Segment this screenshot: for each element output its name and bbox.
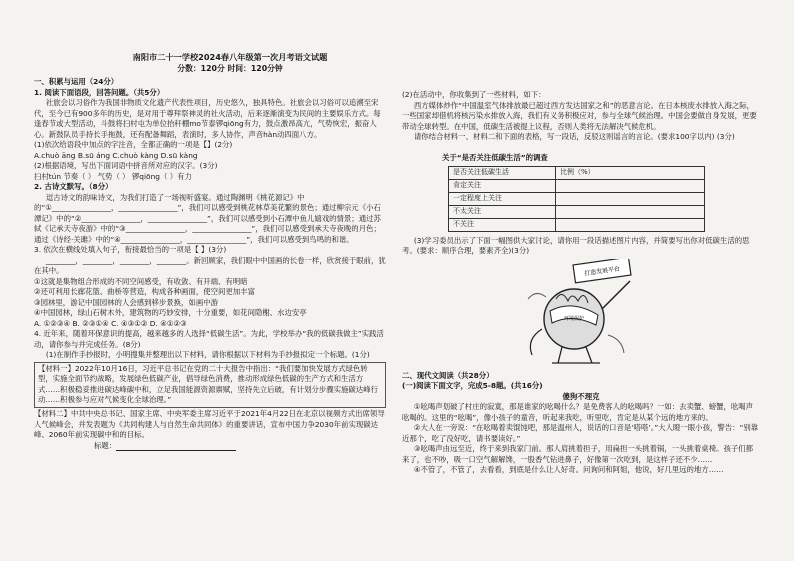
title-answer-line <box>94 441 386 452</box>
table-row <box>449 192 705 205</box>
cartoon-band-label: 环境保护 <box>563 315 585 322</box>
answer-space[interactable] <box>402 143 760 153</box>
q1-1: (1)依次给语段中加点的字注音，全都正确的一项是【】(2分) <box>34 140 233 150</box>
table-cell-empty[interactable] <box>556 192 705 205</box>
section-2-heading: 二、现代文阅读（共28分） <box>402 370 494 380</box>
material-box <box>34 362 386 408</box>
q3-option-1: ①这就是集物组合形成的不同空间感受，有收敛、有开端、有明暗 <box>34 276 248 286</box>
q1-2-words: 扫村tún 节奏（ ） 气势（ ） 锣qiōng（ ）有力 <box>34 171 192 181</box>
section-1-heading: 一、积累与运用（24分） <box>34 77 119 86</box>
r-task: 请你结合材料一、材料二和下面的表格，写一段话，反驳这则谣言的言论。(要求100字以内) (3分) <box>413 132 735 142</box>
title-blank[interactable] <box>116 442 236 451</box>
section-2a-heading: (一)阅读下面文字，完成5-8题。(共16分) <box>402 381 543 391</box>
page-title: 南阳市二十一学校2024春八年级第一次月考语文试题 <box>132 52 328 62</box>
table-caption: 关于“是否关注低碳生活”的调查 <box>442 152 548 162</box>
table-header-cell: 是否关注低碳生活 <box>449 167 556 180</box>
story-para-3: ③吆喝声由远至近，终于来到我家门前。那人肩挑着担子，用扁担一头挑着锅，一头挑着桌椅。孩子们都来了，也不吵，吸一口空气解解馋，一股香气钻进鼻子，好像第一次吃到，是这样子还不少…… <box>402 444 754 464</box>
q3-option-3: ③园林里，游记中国园林的人会感到移步景换，如画中游 <box>34 297 219 307</box>
table-header-cell: 比例（%） <box>556 167 705 180</box>
cartoon-earth-icon <box>512 259 652 369</box>
story-para-1: ①吆喝声划破了村庄的寂寞，那是谁家的吆喝什么？是免费客人的吆喝吗？一如：去卖蟹、螃蟹，吆喝声吆喝的。这里的“吆喝”，像小孩子的童音，听起来我吃，听里吃，肯定是从某个远的地方来的。 <box>402 402 754 422</box>
q4-heading: 4. 近年来，随着环保意识的提高，越来越多的人选择“低碳生活”。为此，学校举办“我的低碳我做主”实践活动，请你参与并完成任务。(8分) <box>34 329 384 349</box>
story-title: 傻狗不理克 <box>562 391 600 401</box>
r-q3: (3)学习委员出示了下面一幅图供大家讨论，请你用一段话描述图片内容，并简要写出你对低碳生活的思考。(要求：顺序合理，要素齐全)(3分) <box>402 235 750 256</box>
table-cell-empty[interactable] <box>556 180 705 193</box>
survey-table <box>448 166 705 232</box>
cartoon-sign-label: 打造发展平台 <box>583 265 621 278</box>
title-label: 标题： <box>94 440 117 450</box>
q3-option-4: ④中国园林，绿山石树木外，建筑物的巧妙安排，十分重要，如花间隐榭、水边安亭 <box>34 308 307 318</box>
q1-1-options: A.chuò āng B.sū áng C.chuò kàng D.sū kàng <box>34 150 198 160</box>
table-row <box>449 218 705 231</box>
q3-passage: ________，________，________，________。新回顾家，我们眼中中国画的长卷一样，欣赏接于眼前，犹在其中。 <box>34 255 386 276</box>
cartoon-image <box>512 259 652 369</box>
q3-option-2: ②还可利用长廊花篮、曲桥等营造，构成各种画面，使空间更加丰富 <box>34 287 255 297</box>
q4-1: (1)在制作手抄报时，小明搜集并整理出以下材料，请你根据以下材料为手抄报拟定一个标题。(1分) <box>45 350 370 360</box>
table-cell: 肯定关注 <box>449 180 556 193</box>
table-cell: 不太关注 <box>449 205 556 218</box>
r-q2: (2)在活动中，你收集到了一些材料，如下： <box>402 90 546 99</box>
story-para-4: ④不管了，不管了，去看看，到底是什么让人好奇。问询问和阿姐，他说，好几里远的地方…… <box>413 465 724 475</box>
right-column <box>402 90 760 476</box>
q3-choices: A. ①②③④ B. ②③①④ C. ④③①② D. ④①②③ <box>34 318 187 328</box>
story-para-2: ②大人在一旁说：“在吆喝着卖馄饨吧，那是温州人，说话的口音是‘嗒嗒’。”大人瞪一眼小孩，警告：“别靠近那个，吃了没好吃，请书要读好。” <box>402 423 759 443</box>
left-column <box>34 76 386 451</box>
table-header-row <box>449 167 705 180</box>
table-cell-empty[interactable] <box>556 205 705 218</box>
r-rumor: 西方媒体炒作“中国温室气体排放最已超过西方发达国家之和”的恶意言论。在日本核废水排放入海之际，一些国家却借机将核污染水排放入海，我们有义务积极应对，参与全球气候治理。中国会要做自身发展，更要带动全球转型。在中国，低碳生活被提上议程，否则人类将无法解决气候危机。 <box>402 100 757 131</box>
table-cell-empty[interactable] <box>556 218 705 231</box>
q2-heading: 2. 古诗文默写。（8分） <box>34 182 113 192</box>
table-cell: 不关注 <box>449 218 556 231</box>
table-row <box>449 180 705 193</box>
material-2: 【材料二】中共中央总书记、国家主席、中央军委主席习近平于2021年4月22日在北京以视频方式出席领导人气候峰会，并发表题为《共同构建人与自然生命共同体》的重要讲话，宣布中国力争2030年前实现碳达峰、2060年前实现碳中和的目标。 <box>34 408 385 440</box>
table-cell: 一定程度上关注 <box>449 192 556 205</box>
q1-passage: 社旅会以习俗作为我国非物质文化遗产代表性项目，历史悠久，独具特色。社旅会以习俗可以追溯至宋代，至今已有900多年的历史，是对用于尊拜祭神灵的社火活动，后来逐渐演变为民间的主要娱乐方式。每逢春节或大型活动，斗鼓将扫村屯为单位抬秆棚mo节泰锣qiōng有力，鼓点激昂高亢，气势恢宏，振奋人心。新鼓队员手持长手拖鼓，还有配备舞蹈，表演时，多人协作，声音hàn动四面八方。 <box>34 98 381 139</box>
score-time: 分数：120分 时间：120分钟 <box>177 64 283 73</box>
q1-heading: 1. 阅读下面语段，回答问题。（共5分） <box>34 87 165 97</box>
material-1: 【材料一】2022年10月16日，习近平总书记在党的二十大报告中指出：“我们要加快发展方式绿色转型，实施全面节约战略，发展绿色低碳产业，倡导绿色消费，推动形成绿色低碳的生产方式和生活方式……积极稳妥推进碳达峰碳中和，立足我国能源资源禀赋，坚持先立后破，有计划分步骤实施碳达峰行动……积极参与应对气候变化全球治理。” <box>38 363 378 405</box>
q1-2: (2)根据语境，写出下面词语中拼音所对应的汉字。(3分) <box>34 161 218 171</box>
table-row <box>449 205 705 218</box>
q2-passage: 逗古诗文的韵味诗文，为我们打造了一场视听盛宴。通过陶渊明《桃花源记》中的“①________________，________________”，我们可以感受到桃花林草美花繁的景色；通过柳宗元《小石潭记》中的“②________________，________________”，我们可以感受到小石潭中鱼儿嬉戏的情景；通过苏轼《记承天寺夜游》中的“③________________，________________”，我们可以感受到承天寺夜晚的月色；通过《诗经·关雎》中的“④________________，________________”，我们可以感受到鸟鸣的和谐。 <box>34 192 381 244</box>
q3-heading: 3. 依次在横线处填入句子，衔接最恰当的一项是【 】(3分) <box>34 245 227 255</box>
